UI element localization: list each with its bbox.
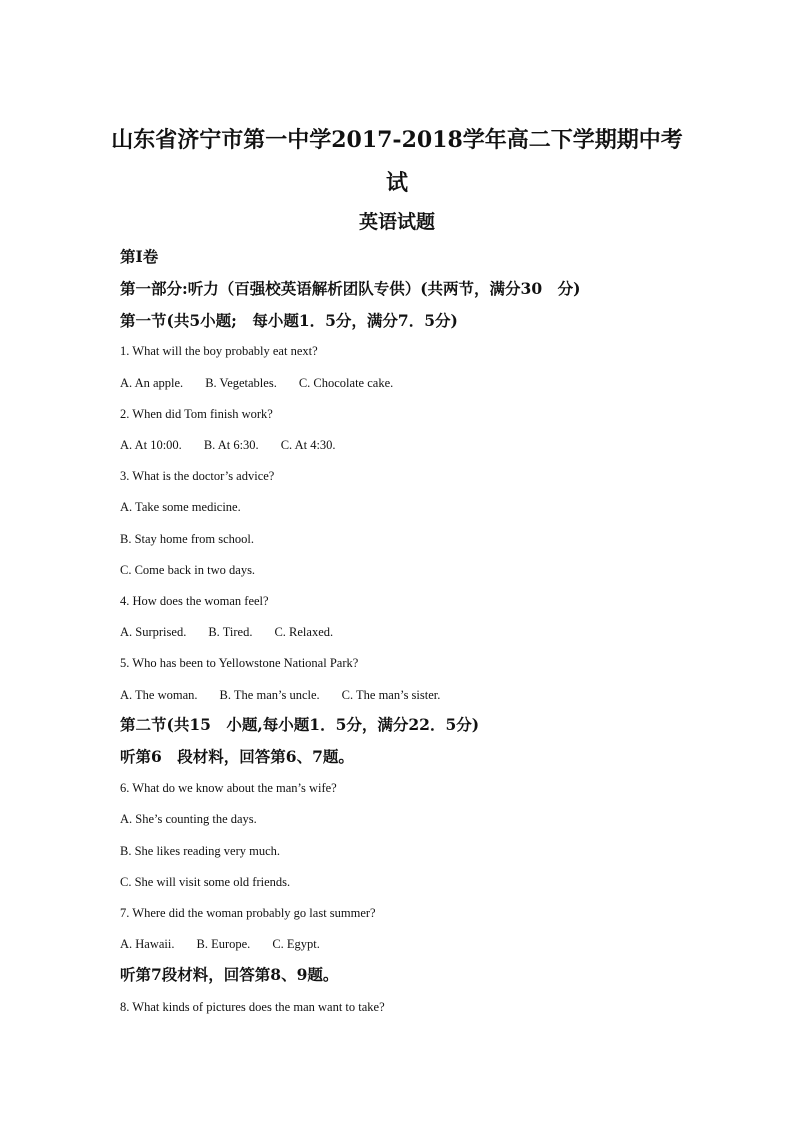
option-a: A. At 10:00. bbox=[120, 438, 182, 452]
section2-heading: 第二节(共15 小题,每小题1．5分，满分22．5分) bbox=[120, 715, 480, 734]
material-7-heading: 听第7段材料，回答第8、9题。 bbox=[120, 965, 339, 984]
section1-heading: 第一节(共5小题; 每小题1．5分，满分7．5分) bbox=[120, 311, 458, 330]
question-5: 5. Who has been to Yellowstone National Park? bbox=[120, 656, 359, 670]
exam-subtitle: 英语试题 bbox=[358, 211, 435, 233]
option-a: A. The woman. bbox=[120, 688, 198, 702]
question-1: 1. What will the boy probably eat next? bbox=[120, 344, 318, 358]
option-b: B. Europe. bbox=[196, 937, 251, 951]
option-b: B. At 6:30. bbox=[203, 438, 259, 452]
question-6: 6. What do we know about the man’s wife? bbox=[120, 781, 337, 795]
question-1-options bbox=[120, 375, 393, 391]
question-2: 2. When did Tom finish work? bbox=[120, 407, 273, 421]
question-4-options bbox=[120, 624, 333, 640]
question-3-option-c: C. Come back in two days. bbox=[120, 563, 256, 577]
option-b: B. Vegetables. bbox=[205, 376, 277, 390]
exam-title-line1: 山东省济宁市第一中学2017-2018学年高二下学期期中考 bbox=[111, 127, 683, 153]
exam-title-line2: 试 bbox=[385, 170, 408, 196]
option-b: B. Tired. bbox=[208, 625, 253, 639]
option-c: C. At 4:30. bbox=[280, 438, 336, 452]
question-4: 4. How does the woman feel? bbox=[120, 594, 269, 608]
question-3-option-b: B. Stay home from school. bbox=[120, 532, 255, 546]
option-c: C. Egypt. bbox=[272, 937, 320, 951]
part1-heading: 第一部分:听力（百强校英语解析团队专供）(共两节，满分30 分) bbox=[120, 279, 581, 298]
option-a: A. Surprised. bbox=[120, 625, 187, 639]
question-3-option-a: A. Take some medicine. bbox=[120, 500, 241, 514]
question-7-options bbox=[120, 936, 320, 952]
question-5-options bbox=[120, 687, 440, 703]
option-c: C. Chocolate cake. bbox=[298, 376, 394, 390]
volume-heading: 第I卷 bbox=[120, 247, 159, 266]
question-3: 3. What is the doctor’s advice? bbox=[120, 469, 275, 483]
option-b: B. The man’s uncle. bbox=[219, 688, 320, 702]
question-6-option-b: B. She likes reading very much. bbox=[120, 844, 281, 858]
option-a: A. An apple. bbox=[120, 376, 184, 390]
option-a: A. Hawaii. bbox=[120, 937, 175, 951]
question-8: 8. What kinds of pictures does the man want to take? bbox=[120, 1000, 385, 1014]
question-6-option-a: A. She’s counting the days. bbox=[120, 812, 257, 826]
question-6-option-c: C. She will visit some old friends. bbox=[120, 875, 291, 889]
option-c: C. Relaxed. bbox=[274, 625, 334, 639]
material-6-heading: 听第6 段材料，回答第6、7题。 bbox=[120, 747, 354, 766]
question-2-options bbox=[120, 437, 336, 453]
question-7: 7. Where did the woman probably go last summer? bbox=[120, 906, 376, 920]
option-c: C. The man’s sister. bbox=[341, 688, 441, 702]
